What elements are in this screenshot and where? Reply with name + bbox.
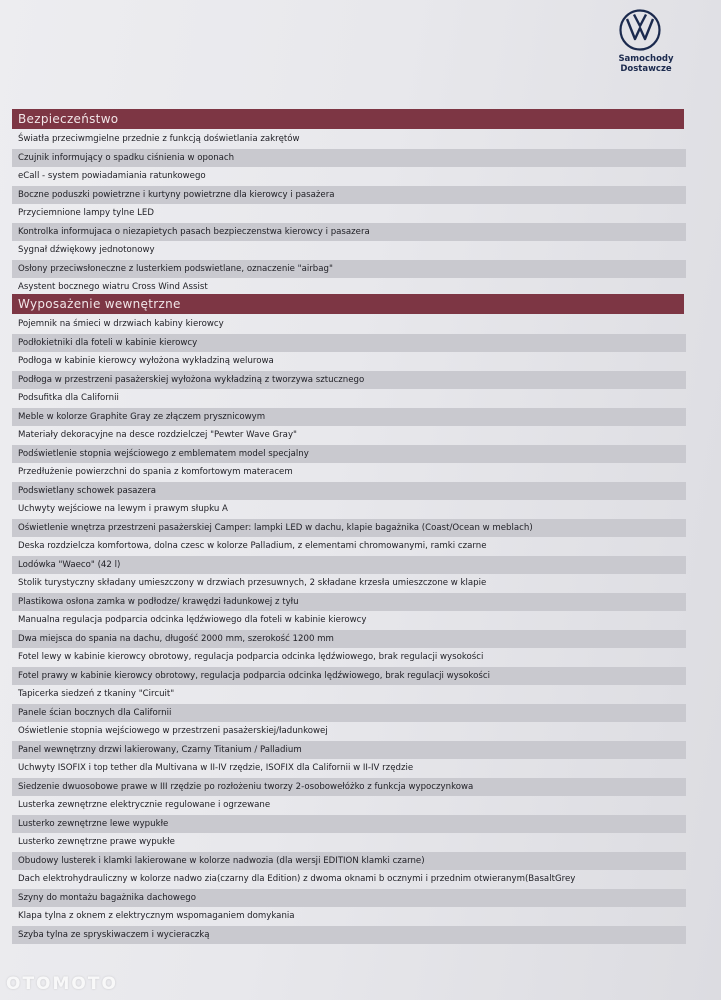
section-header-safety: Bezpieczeństwo xyxy=(12,109,684,129)
list-item: Uchwyty wejściowe na lewym i prawym słupku A xyxy=(18,504,228,514)
list-item: Fotel lewy w kabinie kierowcy obrotowy, regulacja podparcia odcinka lędźwiowego, brak regulacji wysokości xyxy=(18,652,484,662)
list-item: Fotel prawy w kabinie kierowcy obrotowy, regulacja podparcia odcinka lędźwiowego, brak regulacji wysokości xyxy=(12,667,686,686)
interior-list xyxy=(12,315,686,944)
list-item: Podswietlany schowek pasazera xyxy=(12,482,686,501)
list-item: Kontrolka informujaca o niezapietych pasach bezpieczenstwa kierowcy i pasazera xyxy=(12,223,686,242)
list-item: Lodówka "Waeco" (42 l) xyxy=(12,556,686,575)
safety-list xyxy=(12,130,686,297)
list-item: Podsufitka dla Californii xyxy=(18,393,119,403)
list-item: Podłokietniki dla foteli w kabinie kierowcy xyxy=(12,334,686,353)
list-item: Szyba tylna ze spryskiwaczem i wycieraczką xyxy=(12,926,686,945)
list-item: Uchwyty ISOFIX i top tether dla Multivana w II-IV rzędzie, ISOFIX dla Californii w II-IV rzędzie xyxy=(18,763,414,773)
list-item: Podłoga w przestrzeni pasażerskiej wyłożona wykładziną z tworzywa sztucznego xyxy=(12,371,686,390)
list-item: Podłoga w kabinie kierowcy wyłożona wykładziną welurowa xyxy=(18,356,274,366)
list-item: Oświetlenie stopnia wejściowego w przestrzeni pasażerskiej/ładunkowej xyxy=(18,726,328,736)
list-item: Oświetlenie wnętrza przestrzeni pasażerskiej Camper: lampki LED w dachu, klapie bagażnika (Coast/Ocean w meblach) xyxy=(12,519,686,538)
list-item: Dwa miejsca do spania na dachu, długość 2000 mm, szerokość 1200 mm xyxy=(12,630,686,649)
list-item: Stolik turystyczny składany umieszczony w drzwiach przesuwnych, 2 składane krzesła umieszczone w klapie xyxy=(18,578,487,588)
brand-label xyxy=(600,54,692,74)
list-item: Czujnik informujący o spadku ciśnienia w oponach xyxy=(12,149,686,168)
list-item: Światła przeciwmgielne przednie z funkcją doświetlania zakrętów xyxy=(18,134,300,144)
list-item: Lusterka zewnętrzne elektrycznie regulowane i ogrzewane xyxy=(18,800,271,810)
list-item: Materiały dekoracyjne na desce rozdzielczej "Pewter Wave Gray" xyxy=(18,430,297,440)
section-header-interior: Wyposażenie wewnętrzne xyxy=(12,294,684,314)
list-item: Szyny do montażu bagażnika dachowego xyxy=(12,889,686,908)
list-item: Pojemnik na śmieci w drzwiach kabiny kierowcy xyxy=(18,319,224,329)
list-item: Asystent bocznego wiatru Cross Wind Assist xyxy=(18,282,208,292)
list-item: Boczne poduszki powietrzne i kurtyny powietrzne dla kierowcy i pasażera xyxy=(12,186,686,205)
list-item: Przedłużenie powierzchni do spania z komfortowym materacem xyxy=(18,467,293,477)
brand-line-2: Dostawcze xyxy=(620,64,672,74)
list-item: Obudowy lusterek i klamki lakierowane w kolorze nadwozia (dla wersji EDITION klamki czarne) xyxy=(12,852,686,871)
list-item: Siedzenie dwuosobowe prawe w III rzędzie po rozłożeniu tworzy 2-osobowełóżko z funkcja wypoczynkowa xyxy=(12,778,686,797)
list-item: Lusterko zewnętrzne prawe wypukłe xyxy=(18,837,175,847)
watermark-text: OTOMOTO xyxy=(6,974,118,994)
list-item: Deska rozdzielcza komfortowa, dolna czesc w kolorze Palladium, z elementami chromowanymi, ramki czarne xyxy=(18,541,487,551)
list-item: Meble w kolorze Graphite Gray ze złączem prysznicowym xyxy=(12,408,686,427)
list-item: Tapicerka siedzeń z tkaniny "Circuit" xyxy=(18,689,175,699)
vw-logo-icon xyxy=(618,8,662,52)
list-item: Klapa tylna z oknem z elektrycznym wspomaganiem domykania xyxy=(18,911,295,921)
list-item: Dach elektrohydrauliczny w kolorze nadwo zia(czarny dla Edition) z dwoma oknami b ocznymi i przednim otwieranym(BasaltGrey xyxy=(18,874,576,884)
list-item: Panele ścian bocznych dla Californii xyxy=(12,704,686,723)
list-item: Plastikowa osłona zamka w podłodze/ krawędzi ładunkowej z tyłu xyxy=(12,593,686,612)
list-item: eCall - system powiadamiania ratunkowego xyxy=(18,171,206,181)
list-item: Osłony przeciwsłoneczne z lusterkiem podswietlane, oznaczenie "airbag" xyxy=(12,260,686,279)
list-item: Przyciemnione lampy tylne LED xyxy=(18,208,154,218)
list-item: Sygnał dźwiękowy jednotonowy xyxy=(18,245,155,255)
list-item: Panel wewnętrzny drzwi lakierowany, Czarny Titanium / Palladium xyxy=(12,741,686,760)
list-item: Lusterko zewnętrzne lewe wypukłe xyxy=(12,815,686,834)
brand-line-1: Samochody xyxy=(618,54,674,64)
list-item: Manualna regulacja podparcia odcinka lędźwiowego dla foteli w kabinie kierowcy xyxy=(18,615,367,625)
list-item: Podświetlenie stopnia wejściowego z emblematem model specjalny xyxy=(12,445,686,464)
